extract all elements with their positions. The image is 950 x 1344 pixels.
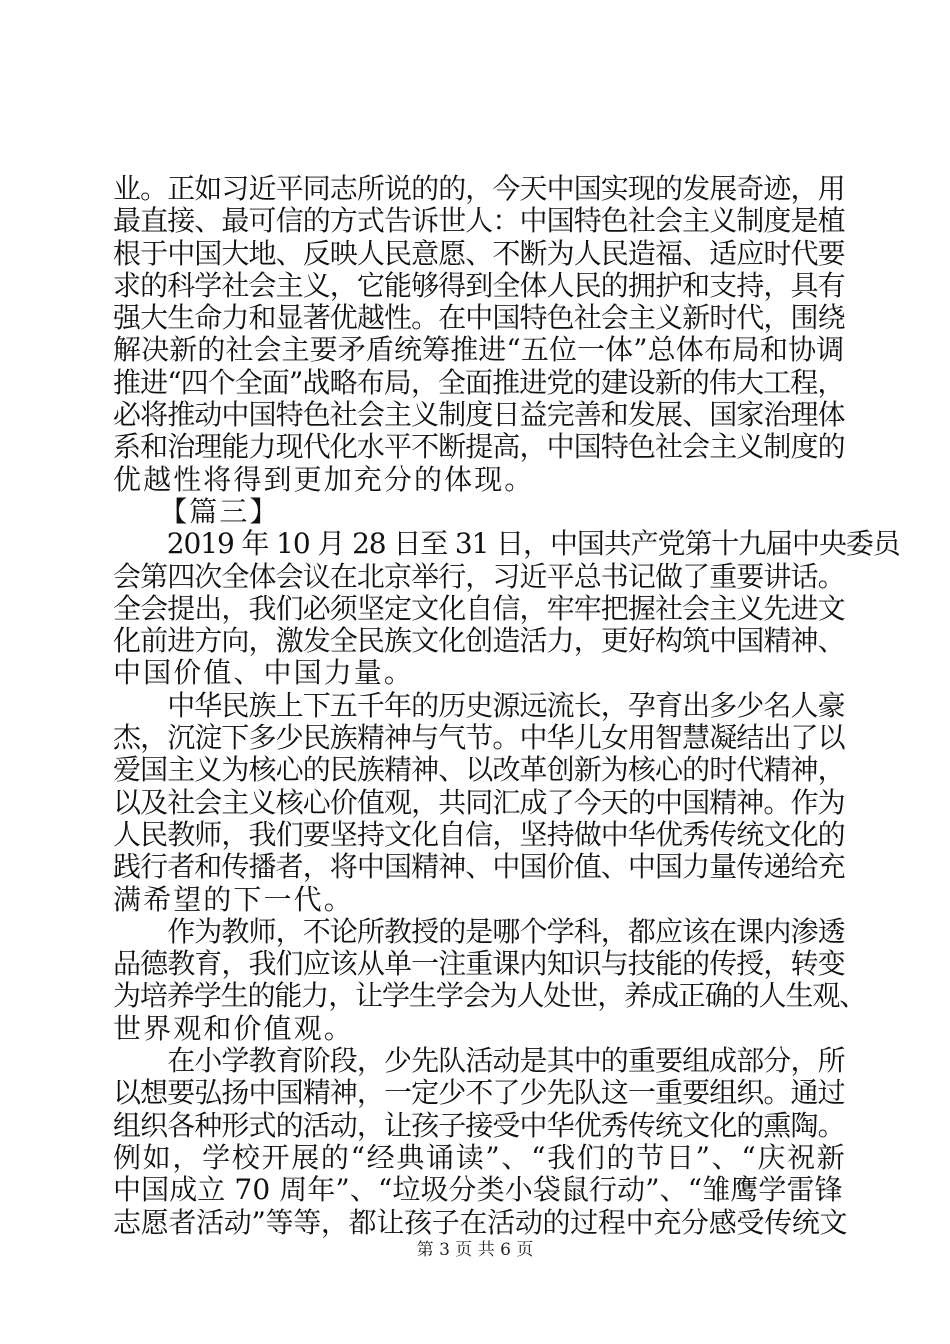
body-text <box>113 172 900 1239</box>
text-line: 解决新的社会主要矛盾统筹推进“五位一体”总体布局和协调 <box>113 333 845 367</box>
text-line: 会第四次全体会议在北京举行，习近平总书记做了重要讲话。 <box>113 559 845 593</box>
text-line: 强大生命力和显著优越性。在中国特色社会主义新时代，围绕 <box>113 301 845 335</box>
text-line: 最直接、最可信的方式告诉世人：中国特色社会主义制度是植 <box>113 204 845 238</box>
text-line: 优越性将得到更加充分的体现。 <box>113 462 535 496</box>
text-line: 例如，学校开展的“经典诵读”、“我们的节日”、“庆祝新 <box>113 1140 847 1174</box>
text-line: 践行者和传播者，将中国精神、中国价值、中国力量传递给充 <box>113 850 845 884</box>
text-line: 爱国主义为核心的民族精神、以改革创新为核心的时代精神， <box>113 753 845 787</box>
text-line: 业。正如习近平同志所说的的，今天中国实现的发展奇迹，用 <box>113 172 845 205</box>
text-line: 以想要弘扬中国精神，一定少不了少先队这一重要组织。通过 <box>113 1076 845 1110</box>
text-line: 作为教师，不论所教授的是哪个学科，都应该在课内渗透 <box>113 914 845 948</box>
text-line: 必将推动中国特色社会主义制度日益完善和发展、国家治理体 <box>113 398 845 432</box>
text-line: 中国成立 70 周年”、“垃圾分类小袋鼠行动”、“雏鹰学雷锋 <box>113 1173 843 1207</box>
text-line: 系和治理能力现代化水平不断提高，中国特色社会主义制度的 <box>113 430 845 464</box>
text-line: 满希望的下一代。 <box>113 882 354 916</box>
text-line: 志愿者活动”等等，都让孩子在活动的过程中充分感受传统文 <box>113 1205 848 1239</box>
text-line: 中国价值、中国力量。 <box>113 656 415 690</box>
page-number-footer: 第 3 页 共 6 页 <box>416 1240 534 1260</box>
text-line: 化前进方向，激发全民族文化创造活力，更好构筑中国精神、 <box>113 624 845 658</box>
text-line: 2019 年 10 月 28 日至 31 日，中国共产党第十九届中央委员 <box>113 527 900 561</box>
text-line: 推进“四个全面”战略布局，全面推进党的建设新的伟大工程， <box>113 365 845 399</box>
text-line: 品德教育，我们应该从单一注重课内知识与技能的传授，转变 <box>113 947 845 981</box>
section-heading: 【篇三】 <box>113 494 280 528</box>
text-line: 在小学教育阶段，少先队活动是其中的重要组成部分，所 <box>113 1044 845 1078</box>
text-line: 人民教师，我们要坚持文化自信，坚持做中华优秀传统文化的 <box>113 817 845 851</box>
text-line: 以及社会主义核心价值观，共同汇成了今天的中国精神。作为 <box>113 785 845 819</box>
text-line: 根于中国大地、反映人民意愿、不断为人民造福、适应时代要 <box>113 236 845 270</box>
text-line: 组织各种形式的活动，让孩子接受中华优秀传统文化的熏陶。 <box>113 1108 845 1142</box>
text-line: 全会提出，我们必须坚定文化自信，牢牢把握社会主义先进文 <box>113 591 845 625</box>
text-line: 为培养学生的能力，让学生学会为人处世，养成正确的人生观、 <box>113 979 867 1013</box>
text-line: 世界观和价值观。 <box>113 1011 354 1045</box>
text-line: 杰，沉淀下多少民族精神与气节。中华儿女用智慧凝结出了以 <box>113 721 845 755</box>
text-line: 求的科学社会主义，它能够得到全体人民的拥护和支持，具有 <box>113 268 845 302</box>
text-line: 中华民族上下五千年的历史源远流长，孕育出多少名人豪 <box>113 688 845 722</box>
